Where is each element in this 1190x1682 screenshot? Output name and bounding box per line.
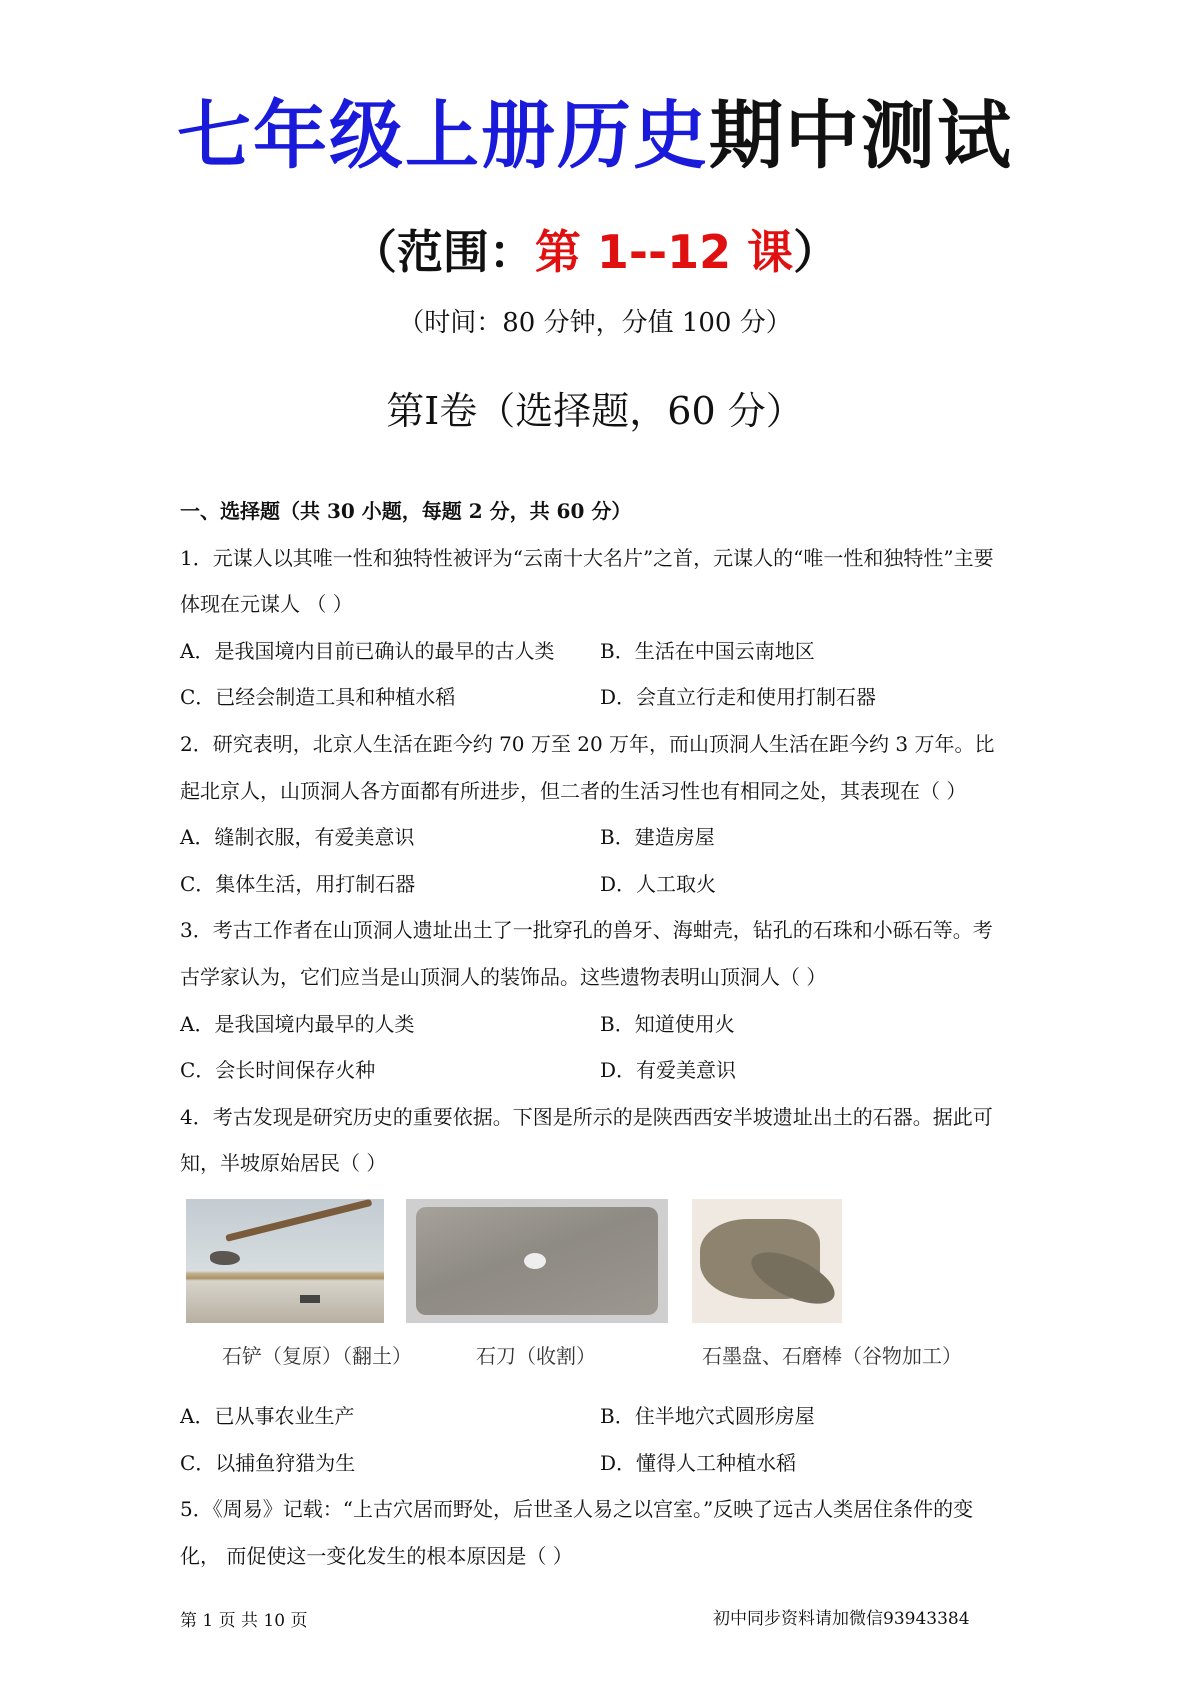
subtitle-close: ） [793,225,840,279]
footer-note: 初中同步资料请加微信93943384 [713,1609,970,1629]
option-b: B．知道使用火 [600,1011,735,1036]
option-a: A．是我国境内最早的人类 [180,1011,415,1036]
question-5 [180,1486,1010,1579]
option-c: C．以捕鱼狩猎为生 [180,1450,356,1475]
page-title [0,93,1190,179]
title-blue: 七年级上册历史 [177,93,709,179]
question-stem: 1．元谋人以其唯一性和独特性被评为“云南十大名片”之首，元谋人的“唯一性和独特性”主要体现在元谋人 （ ） [180,545,994,617]
question-4 [180,1094,1010,1486]
option-c: C．会长时间保存火种 [180,1058,376,1083]
option-c: C．已经会制造工具和种植水稻 [180,685,456,710]
question-2 [180,721,1010,907]
option-b: B．建造房屋 [600,825,715,850]
option-row [180,814,1010,861]
option-b: B．生活在中国云南地区 [600,638,815,663]
question-stem: 2．研究表明，北京人生活在距今约 70 万至 20 万年，而山顶洞人生活在距今约 3 万年。比起北京人，山顶洞人各方面都有所进步，但二者的生活习性也有相同之处，其表现在（ ） [180,731,995,803]
page-subtitle [0,216,1190,282]
grinding-stone-photo [692,1199,842,1323]
exam-meta: （时间：80 分钟，分值 100 分） [398,308,792,338]
caption-grinder: 石墨盘、石磨棒（谷物加工） [702,1343,962,1368]
option-d: D．懂得人工种植水稻 [600,1450,797,1475]
option-row [180,628,1010,675]
part-heading: 一、选择题（共 30 小题，每题 2 分，共 60 分） [180,499,632,523]
caption-knife: 石刀（收割） [476,1343,596,1368]
stone-tools-figure [180,1199,1010,1389]
option-row [180,1001,1010,1048]
section-title: 第Ⅰ卷（选择题，60 分） [386,389,804,433]
option-a: A．是我国境内目前已确认的最早的古人类 [180,638,555,663]
question-stem: 5．《周易》记载：“上古穴居而野处，后世圣人易之以宫室。”反映了远古人类居住条件的变化， 而促使这一变化发生的根本原因是（ ） [180,1497,974,1568]
option-a: A．已从事农业生产 [180,1403,355,1428]
question-stem: 4．考古发现是研究历史的重要依据。下图是所示的是陕西西安半坡遗址出土的石器。据此可知，半坡原始居民（ ） [180,1104,993,1176]
question-content [180,488,1010,1579]
title-black: 期中测试 [709,93,1013,179]
option-a: A．缝制衣服，有爱美意识 [180,825,415,850]
question-3 [180,907,1010,1093]
question-1 [180,535,1010,721]
subtitle-range: 第 1--12 课 [534,225,794,279]
option-row [180,1047,1010,1094]
option-b: B．住半地穴式圆形房屋 [600,1403,815,1428]
question-stem: 3．考古工作者在山顶洞人遗址出土了一批穿孔的兽牙、海蚶壳，钻孔的石珠和小砾石等。考古学家认为，它们应当是山顶洞人的装饰品。这些遗物表明山顶洞人（ ） [180,918,993,989]
option-row [180,674,1010,721]
stone-knife-photo [406,1199,668,1323]
option-row [180,1440,1010,1487]
option-d: D．人工取火 [600,871,717,896]
option-d: D．会直立行走和使用打制石器 [600,685,877,710]
subtitle-open: （范围： [350,225,535,279]
page-number: 第 1 页 共 10 页 [180,1611,308,1631]
option-d: D．有爱美意识 [600,1058,737,1083]
option-c: C．集体生活，用打制石器 [180,871,416,896]
stone-shovel-photo [186,1199,384,1323]
caption-shovel: 石铲（复原）（翻土） [222,1343,412,1368]
option-row [180,1393,1010,1440]
option-row [180,861,1010,908]
